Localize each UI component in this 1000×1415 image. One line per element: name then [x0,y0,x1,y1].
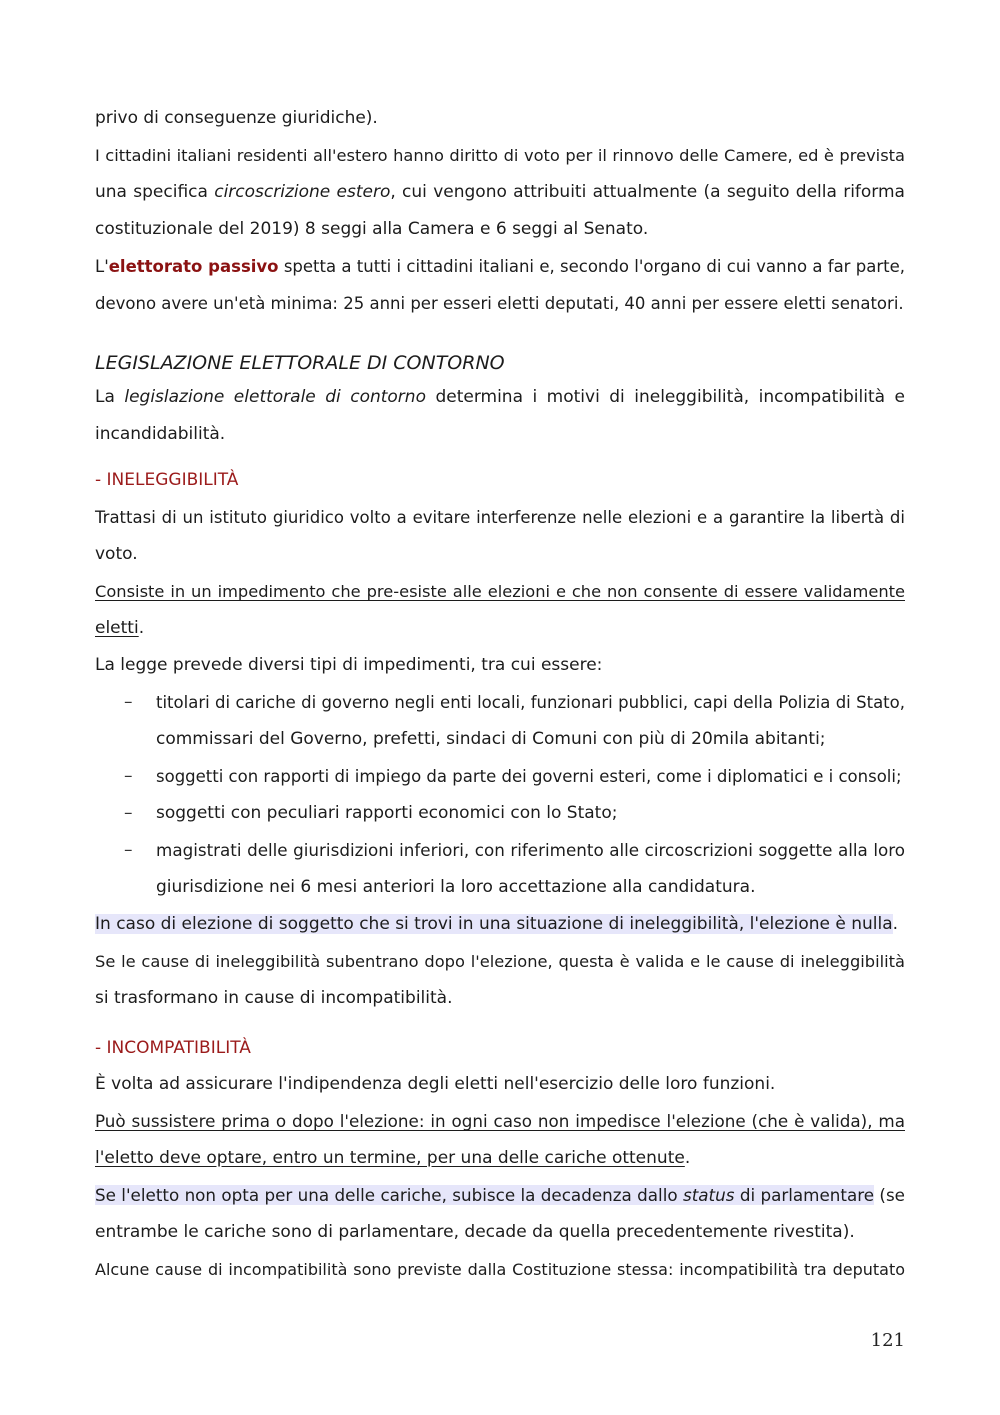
text-line [95,285,905,322]
underlined-text: Consiste in un impedimento che pre-esiste alle elezioni e che non consente di essere validamente [95,582,905,601]
text-line [95,647,905,684]
text-span: spetta a tutti i cittadini italiani e, secondo l'organo di cui vanno a far parte, [278,257,905,276]
underlined-text: l'eletto deve optare, entro un termine, per una delle cariche ottenute [95,1148,685,1168]
italic-term: legislazione elettorale di contorno [124,387,426,407]
subsection-title-ineleggibilita: - INELEGGIBILITÀ [95,470,239,490]
text-span: si trasformano in cause di incompatibilità. [95,988,453,1008]
text-span: La legge prevede diversi tipi di impedimenti, tra cui essere: [95,655,603,675]
text-line [95,610,905,647]
text-span: La [95,387,125,407]
text-line [95,573,905,610]
text-span: giurisdizione nei 6 mesi anteriori la loro accettazione alla candidatura. [156,877,756,897]
list-bullet: – [124,840,133,860]
list-item-continuation [156,869,905,906]
text-span: È volta ad assicurare l'indipendenza degli eletti nell'esercizio delle loro funzioni. [95,1074,776,1094]
list-bullet: – [124,692,133,712]
page-number: 121 [870,1330,905,1351]
text-line [95,379,905,416]
text-span: Se l'eletto non opta per una delle cariche, subisce la decadenza dallo [95,1185,683,1205]
text-span: . [138,618,145,638]
text-line [95,1140,905,1177]
italic-term: status [682,1185,735,1205]
underlined-text: eletti [95,618,139,638]
text-line [95,1103,905,1140]
text-line [95,536,905,573]
text-span: privo di conseguenze giuridiche). [95,108,378,128]
highlighted-text: In caso di elezione di soggetto che si trovi in una situazione di ineleggibilità, l'elezione è nulla [95,914,893,934]
subsection-title-incompatibilita: - INCOMPATIBILITÀ [95,1038,251,1058]
text-span: titolari di cariche di governo negli enti locali, funzionari pubblici, capi della Polizia di Stato, [156,693,905,712]
text-line [95,1066,905,1103]
text-line [95,1177,905,1214]
text-span: commissari del Governo, prefetti, sindaci di Comuni con più di 20mila abitanti; [156,729,826,749]
highlighted-term: elettorato passivo [108,257,279,276]
text-span: (se [874,1185,905,1205]
underlined-text: Può sussistere prima o dopo l'elezione: in ogni caso non impedisce l'elezione (che è valida), ma [95,1111,905,1131]
text-line [95,906,905,943]
text-span: voto. [95,544,138,564]
text-span: Se le cause di ineleggibilità subentrano dopo l'elezione, questa è valida e le cause di ineleggibilità [95,952,905,971]
text-span: costituzionale del 2019) 8 seggi alla Camera e 6 seggi al Senato. [95,219,649,239]
text-line [95,248,905,285]
list-item [156,795,905,832]
list-item [156,758,905,795]
text-line [95,137,905,174]
list-bullet: – [124,766,133,786]
text-span: I cittadini italiani residenti all'estero hanno diritto di voto per il rinnovo delle Camere, ed è prevista [95,146,905,165]
text-span: L' [95,257,109,276]
text-span: , cui vengono attribuiti attualmente (a seguito della riforma [390,182,905,202]
section-heading: LEGISLAZIONE ELETTORALE DI CONTORNO [95,352,505,374]
text-span: devono avere un'età minima: 25 anni per esseri eletti deputati, 40 anni per essere eletti senatori. [95,294,904,313]
text-span: di parlamentare [734,1185,875,1205]
text-span: soggetti con rapporti di impiego da parte dei governi esteri, come i diplomatici e i consoli; [156,767,902,786]
text-line [95,174,905,211]
text-span: Alcune cause di incompatibilità sono previste dalla Costituzione stessa: incompatibilità tra deputato [95,1260,905,1279]
text-span: determina i motivi di ineleggibilità, incompatibilità e [425,387,905,407]
list-bullet: – [124,803,133,823]
text-line [95,100,905,137]
list-item [156,832,905,869]
text-line [95,1214,905,1251]
list-item [156,684,905,721]
text-span: . [892,914,899,934]
text-line [95,416,905,453]
text-span: . [684,1148,691,1168]
text-line [95,499,905,536]
text-line [95,980,905,1017]
list-item-continuation [156,721,905,758]
text-line [95,1251,905,1288]
text-span: soggetti con peculiari rapporti economici con lo Stato; [156,803,618,823]
text-span: magistrati delle giurisdizioni inferiori, con riferimento alle circoscrizioni soggette alla loro [156,840,905,860]
text-span: entrambe le cariche sono di parlamentare, decade da quella precedentemente rivestita). [95,1222,855,1242]
italic-term: circoscrizione estero [214,182,391,202]
text-line [95,211,905,248]
text-span: incandidabilità. [95,424,226,444]
text-span: Trattasi di un istituto giuridico volto a evitare interferenze nelle elezioni e a garantire la libertà di [95,508,905,527]
highlighted-text [95,1185,874,1205]
text-line [95,943,905,980]
text-span: una specifica [95,182,215,202]
